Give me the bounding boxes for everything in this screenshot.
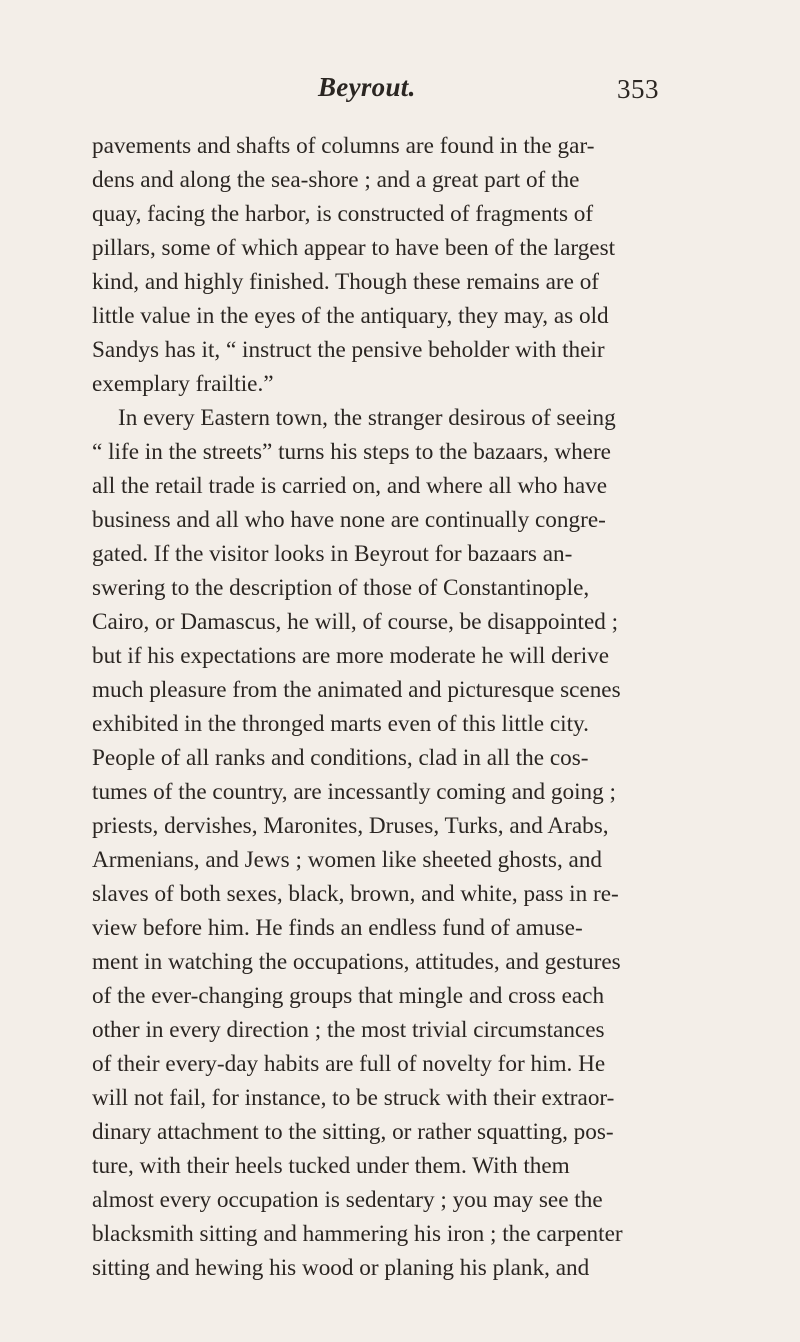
text-line: exemplary frailtie.” — [92, 371, 274, 397]
text-line: almost every occupation is sedentary ; you may see the — [92, 1187, 603, 1213]
text-line: sitting and hewing his wood or planing his plank, and — [92, 1255, 590, 1281]
running-head — [0, 72, 800, 112]
text-line: view before him. He finds an endless fund of amuse- — [92, 915, 583, 941]
text-line: pillars, some of which appear to have been of the largest — [92, 235, 616, 261]
text-line: Armenians, and Jews ; women like sheeted ghosts, and — [92, 847, 603, 873]
running-title: Beyrout. — [318, 72, 416, 102]
text-line: but if his expectations are more moderate he will derive — [92, 643, 610, 669]
text-line: quay, facing the harbor, is constructed of fragments of — [92, 201, 594, 227]
text-line: blacksmith sitting and hammering his iron ; the carpenter — [92, 1221, 623, 1247]
text-line: pavements and shafts of columns are found in the gar- — [92, 133, 595, 159]
text-line: will not fail, for instance, to be struck with their extraor- — [92, 1085, 615, 1111]
text-line: Sandys has it, “ instruct the pensive beholder with their — [92, 337, 605, 363]
text-line: of the ever-changing groups that mingle and cross each — [92, 983, 605, 1009]
text-line: priests, dervishes, Maronites, Druses, Turks, and Arabs, — [92, 813, 609, 839]
text-line: gated. If the visitor looks in Beyrout for bazaars an- — [92, 541, 573, 567]
text-line: tumes of the country, are incessantly coming and going ; — [92, 779, 616, 805]
text-line: little value in the eyes of the antiquary, they may, as old — [92, 303, 609, 329]
text-line: “ life in the streets” turns his steps to the bazaars, where — [92, 439, 611, 465]
text-line: much pleasure from the animated and picturesque scenes — [92, 677, 621, 703]
text-line: other in every direction ; the most trivial circumstances — [92, 1017, 605, 1043]
text-line: exhibited in the thronged marts even of this little city. — [92, 711, 589, 737]
text-line-paragraph-start: In every Eastern town, the stranger desirous of seeing — [118, 405, 616, 431]
text-line: Cairo, or Damascus, he will, of course, be disappointed ; — [92, 609, 619, 635]
text-line: dens and along the sea-shore ; and a great part of the — [92, 167, 580, 193]
page-number: 353 — [617, 74, 659, 104]
text-line: all the retail trade is carried on, and where all who have — [92, 473, 608, 499]
text-line: People of all ranks and conditions, clad in all the cos- — [92, 745, 589, 771]
text-line: ture, with their heels tucked under them. With them — [92, 1153, 570, 1179]
text-line: dinary attachment to the sitting, or rather squatting, pos- — [92, 1119, 614, 1145]
text-line: kind, and highly finished. Though these remains are of — [92, 269, 600, 295]
text-line: business and all who have none are continually congre- — [92, 507, 606, 533]
text-line: slaves of both sexes, black, brown, and white, pass in re- — [92, 881, 619, 907]
text-line: swering to the description of those of Constantinople, — [92, 575, 590, 601]
text-line: of their every-day habits are full of novelty for him. He — [92, 1051, 606, 1077]
text-line: ment in watching the occupations, attitudes, and gestures — [92, 949, 621, 975]
